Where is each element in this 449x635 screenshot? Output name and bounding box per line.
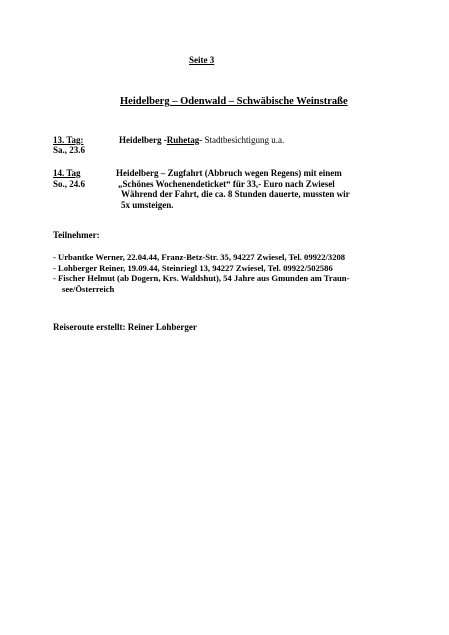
participant-item: - Fischer Helmut (ab Dogern, Krs. Waldshut), 54 Jahre aus Gmunden am Traun-: [53, 273, 350, 283]
participants-heading: Teilnehmer:: [53, 230, 100, 240]
page-title: Heidelberg – Odenwald – Schwäbische Weinstraße: [120, 96, 348, 107]
day-14-label: 14. Tag: [53, 168, 81, 178]
participant-item: - Lohberger Reiner, 19.09.44, Steinriegl 13, 94227 Zwiesel, Tel. 09922/502586: [53, 262, 333, 273]
route-author: Reiseroute erstellt: Reiner Lohberger: [53, 322, 197, 332]
day-14-date: So., 24.6: [53, 179, 86, 189]
day-13-label: 13. Tag:: [53, 135, 84, 145]
participants-list: [53, 252, 349, 294]
day-14-line: Während der Fahrt, die ca. 8 Stunden dauerte, mussten wir: [121, 189, 350, 199]
day-14-line: 5x umsteigen.: [121, 199, 174, 210]
day-14-line: „Schönes Wochenendeticket“ für 33,- Euro nach Zwiesel: [118, 178, 335, 189]
day-14-line: Heidelberg – Zugfahrt (Abbruch wegen Regens) mit einem: [116, 168, 342, 178]
day-13-entry: Heidelberg -Ruhetag- Stadtbesichtigung u.a.: [119, 135, 285, 145]
day-13-date: Sa., 23.6: [53, 145, 86, 155]
participant-item: - Urbantke Werner, 22.04.44, Franz-Betz-Str. 35, 94227 Zwiesel, Tel. 09922/3208: [53, 252, 346, 262]
day-14-entry: [116, 168, 350, 210]
participant-item-continuation: see/Österreich: [62, 283, 115, 294]
page-number: Seite 3: [189, 55, 215, 65]
